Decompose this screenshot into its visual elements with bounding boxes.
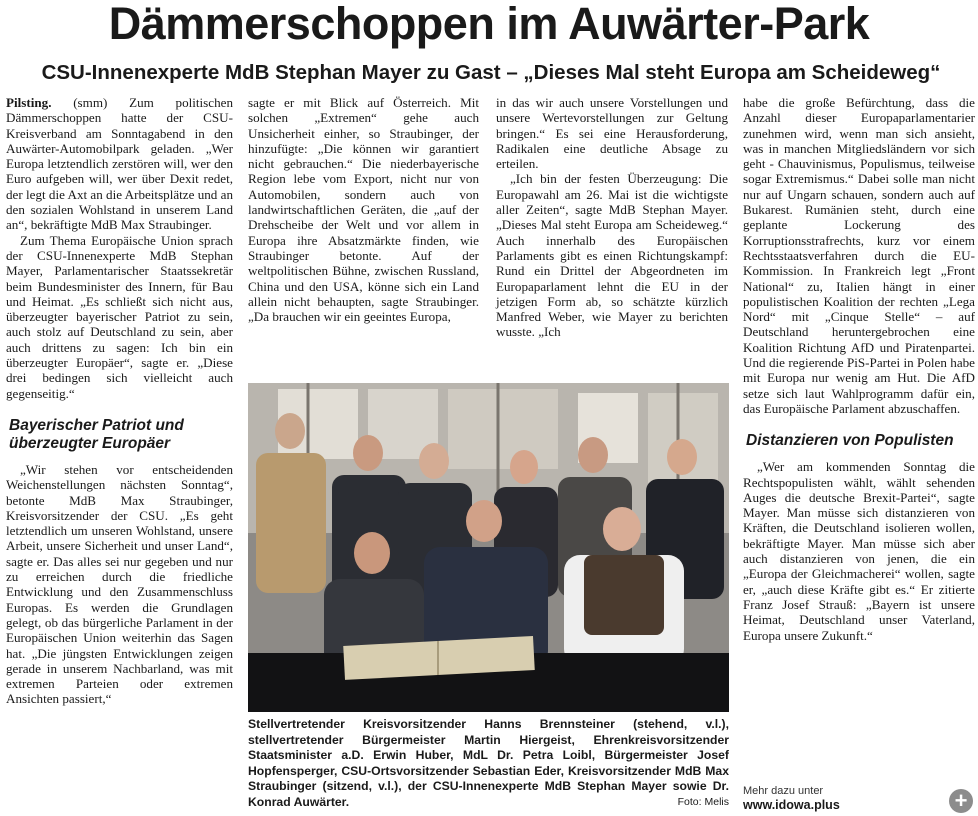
paragraph: sagte er mit Blick auf Österreich. Mit solchen „Extremen“ gehe auch Unsicherheit einher, so Straubinger, der hinzufügte: „Die können wir garantiert nicht gebrauchen.“ Die niederbayerische Region lebe vom Export, nicht nur von Automobilen, sondern auch von landwirtschaftlichen Geräten, die „auf der Drehscheibe der Welt und vor allem in Europa ihre Absatzmärkte finden, wie Straubinger betonte. Auf der weltpolitischen Bühne, zwischen Russland, China und den USA, könne sich ein Land allein nicht behaupten, sagte Straubinger. „Da brauchen wir ein geeintes Europa, (248, 95, 479, 325)
photo-credit: Foto: Melis (677, 795, 729, 808)
more-label: Mehr dazu unter (743, 785, 824, 797)
group-photo (248, 383, 729, 712)
article-column-1 (6, 95, 233, 707)
section-subhead-1: Bayerischer Patriot und überzeugter Europäer (9, 416, 184, 452)
group-photo-image (248, 383, 729, 712)
paragraph: habe die große Befürchtung, dass die Anzahl dieser Europaparlamentarier zunehmen wird, wenn man sich ansieht, was in manchen Mitgliedsländern vor sich geht - Chauvinismus, Populismus, teilweise sogar Extremismus.“ Dabei solle man nicht nur auf Ungarn schauen, sondern auch auf Bukarest. Rumänien steht, durch eine geplante Lockerung des Korruptionsstrafrechts, kurz vor einem Rechtsstaatsverfahren durch die EU-Kommission. In Frankreich legt „Front National“ zu, Italien hängt in einer populistischen Koalition der rechten „Lega Nord“ mit „Cinque Stelle“ – auf Deutschland heruntergebrochen eine Koalition Richtung AfD und Piratenpartei. Und die regierende PiS-Partei in Polen habe mit Europa nur wenig am Hut. Die AfD setze sich laut Wahlprogramm dafür ein, das Europäische Parlament abzuschaffen. (743, 95, 975, 416)
more-info (743, 784, 943, 812)
article-column-4 (743, 95, 975, 643)
paragraph (6, 95, 233, 233)
article-column-2 (248, 95, 479, 324)
section-subhead-2: Distanzieren von Populisten (746, 432, 954, 450)
paragraph: „Ich bin der festen Überzeugung: Die Europawahl am 26. Mai ist die wichtigste aller Zeiten“, sagte MdB Stephan Mayer. „Dieses Mal steht Europa am Scheideweg.“ Auch innerhalb des Europäischen Parlaments gibt es einen Richtungskampf: Rund ein Drittel der Abgeordneten im Europaparlament lehnt die EU in der jetzigen Form ab, so schätzte kürzlich Manfred Weber, wie Mayer zu berichten wusste. „Ich (496, 171, 728, 340)
paragraph-text: (smm) Zum politischen Dämmerschoppen hatte der CSU-Kreisverband am Sonntagabend in den Auwärter-Automobilpark geladen. „Wer Europa letztendlich zerstören will, wer den Euro aufgeben will, wer über Dexit redet, der legt die Axt an die Arbeitsplätze und an den sozialen Wohlstand in unserem Land an“, bekräftigte MdB Max Straubinger. (6, 95, 233, 233)
paragraph: in das wir auch unsere Vorstellungen und unsere Wertevorstellungen zur Geltung bringen.“ Es sei eine Herausforderung, Radikalen eine deutliche Absage zu erteilen. (496, 95, 728, 172)
paragraph: Zum Thema Europäische Union sprach der CSU-Innenexperte MdB Stephan Mayer, Parlamentarischer Staatssekretär beim Bundesminister des Innern, für Bau und Heimat. „Es schließt sich nicht aus, überzeugter bayerischer Patriot zu sein, auch stolz auf Deutschland zu sein, aber auch drittens zu sagen: Ich bin ein überzeugter Europäer“, sagte er. „Diese drei bedingen sich vielleicht auch gegenseitig.“ (6, 232, 233, 401)
paragraph: „Wer am kommenden Sonntag die Rechtspopulisten wählt, wählt sehenden Auges die deutsche Brexit-Partei“, sagte Mayer. Man müsse sich distanzieren von Kräften, die Deutschland isolieren wollen, bekräftigte Mayer. Man müsse sich aber auch distanzieren von jenen, die ein „Europa der Gleichmacherei“ wollen, sagte er, „auch diese Kräfte gibt es.“ Er zitierte Franz Josef Strauß: „Bayern ist unsere Heimat, Deutschland unser Vaterland, Europa unsere Zukunft.“ (743, 459, 975, 643)
subheadline: CSU-Innenexperte MdB Stephan Mayer zu Gast – „Dieses Mal steht Europa am Scheideweg“ (41, 61, 941, 84)
paragraph: „Wir stehen vor entscheidenden Weichenstellungen nächsten Sonntag“, betonte MdB Max Straubinger, Kreisvorsitzender der CSU. „Es geht letztendlich um unseren Wohlstand, unsere Arbeit, unsere Sicherheit und unser Land“, sagte er. Das alles sei nur gegeben und nur zu erreichen durch die friedliche Entwicklung und den Zusammenschluss Europas. Es werden die Grundlagen gelegt, ob das bürgerliche Parlament in der Europäischen Union weiterhin das Sagen hat. „Die jüngsten Entwicklungen zeigen gerade in unserem Nachbarland, was mit extremen Parteien oder extremen Ansichten passiert,“ (6, 461, 233, 707)
dateline: Pilsting. (6, 95, 52, 110)
photo-caption (248, 717, 729, 811)
more-url-link[interactable]: www.idowa.plus (743, 798, 840, 812)
plus-circle-icon[interactable]: + (949, 789, 973, 813)
caption-text: Stellvertretender Kreisvorsitzender Hanns Brennsteiner (stehend, v.l.), stellvertretender Bürgermeister Martin Hiergeist, Ehrenkreisvorsitzender Staatsminister a.D. Erwin Huber, MdL Dr. Petra Loibl, Bürgermeister Josef Hopfensperger, CSU-Ortsvorsitzender Sebastian Eder, Kreisvorsitzender MdB Max Straubinger (sitzend, v.l.), der CSU-Innenexperte MdB Stephan Mayer sowie Dr. Konrad Auwärter. (248, 717, 729, 809)
headline: Dämmerschoppen im Auwärter-Park (108, 0, 870, 49)
article-column-3 (496, 95, 728, 340)
